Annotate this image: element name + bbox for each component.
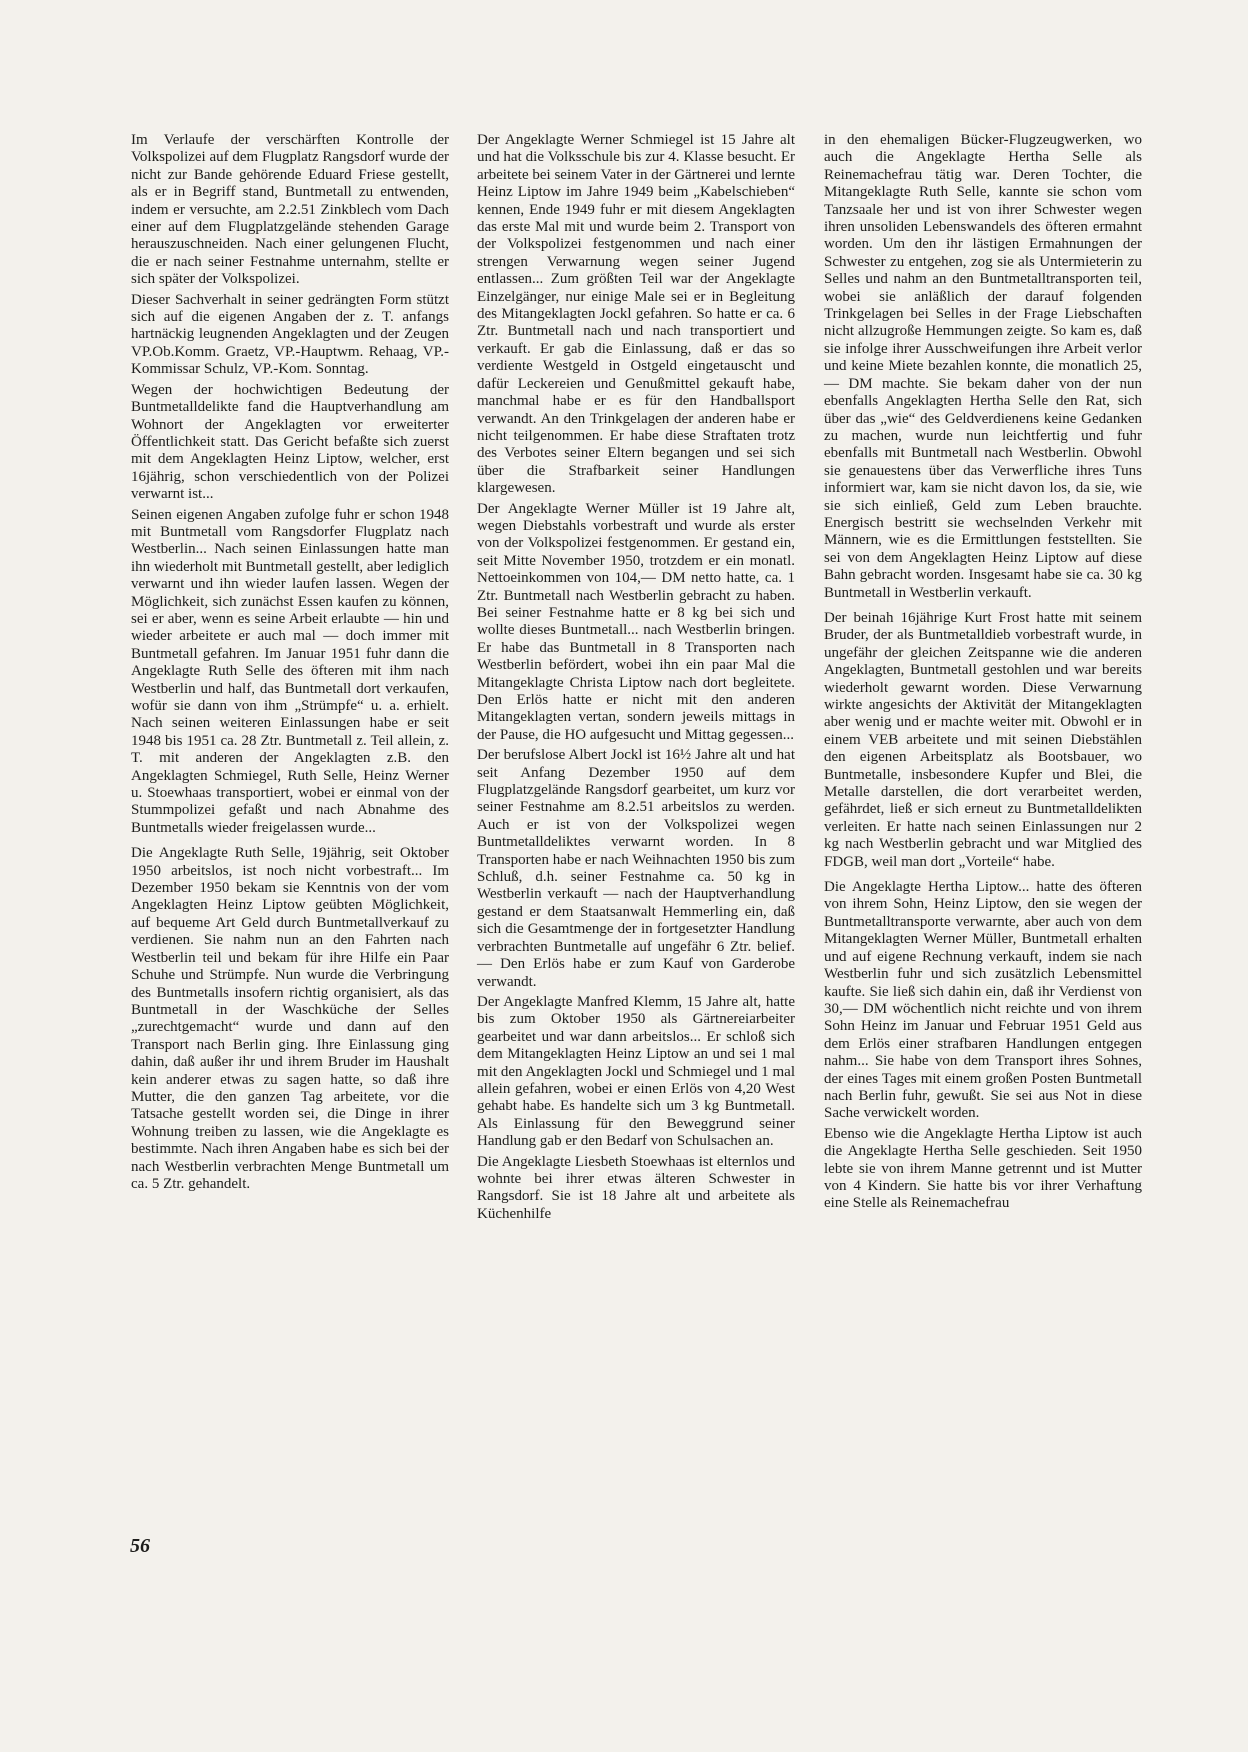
paragraph: in den ehemaligen Bücker-Flugzeugwerken, wo auch die Angeklagte Hertha Selle als Reinemachefrau tätig war. Deren Tochter, die Mitangeklagte Ruth Selle, kannte sie schon vom Tanzsaale her und ist von ihrer Schwester wegen ihren unsoliden Lebenswandels des öfteren ermahnt worden. Um den ihr lästigen Ermahnungen der Schwester zu entgehen, zog sie als Untermieterin zu Selles und nahm an den Buntmetalltransporten teil, wobei sie anläßlich der darauf folgenden Trinkgelagen bei Selles in der Frage Liebschaften nicht allzugroße Hemmungen zeigte. So kam es, daß sie infolge ihrer Ausschweifungen ihre Arbeit verlor und keine Miete bezahlen konnte, die monatlich 25,— DM machte. Sie bekam daher von der nun ebenfalls Angeklagten Hertha Selle den Rat, sich über das „wie“ des Geldverdienens keine Gedanken zu machen, wurde nun leichtfertig und fuhr ebenfalls mit Buntmetall nach Westberlin. Obwohl sie genauestens über das Verwerfliche ihres Tuns informiert war, kam sie nicht davon los, da sie, wie sie sich einließ, Geld zum Leben brauchte. Energisch bestritt sie wechselnden Verkehr mit Männern, wie es die Ermittlungen feststellten. Sie sei von dem Angeklagten Heinz Liptow auf diese Bahn gebracht worden. Insgesamt habe sie ca. 30 kg Buntmetall in Westberlin verkauft. [824,132,1142,601]
paragraph: Die Angeklagte Liesbeth Stoewhaas ist elternlos und wohnte bei ihrer etwas älteren Schwester in Rangsdorf. Sie ist 18 Jahre alt und arbeitete als Küchenhilfe [477,1153,795,1222]
paragraph: Der Angeklagte Werner Müller ist 19 Jahre alt, wegen Diebstahls vorbestraft und wurde als erster von der Volkspolizei festgenommen. Er gestand ein, seit Mitte November 1950, trotzdem er ein monatl. Nettoeinkommen von 104,— DM netto hatte, ca. 1 Ztr. Buntmetall nach Westberlin gebracht zu haben. Bei seiner Festnahme hatte er 8 kg bei sich und wollte dieses Buntmetall... nach Westberlin bringen. Er habe das Buntmetall in 8 Transporten nach Westberlin befördert, wobei ihn ein paar Mal die Mitangeklagte Christa Liptow nach dort begleitete. Den Erlös hatte er nicht mit den anderen Mitangeklagten vertan, sondern jeweils mittags in der Pause, die HO aufgesucht und Mittag gegessen... [477,500,795,743]
text-column-1 [131,132,449,1196]
paragraph: Der berufslose Albert Jockl ist 16½ Jahre alt und hat seit Anfang Dezember 1950 auf dem Flugplatzgelände Rangsdorf gearbeitet, um kurz vor seiner Festnahme am 8.2.51 arbeitslos zu werden. Auch er ist von der Volkspolizei wegen Buntmetalldeliktes verwarnt worden. In 8 Transporten habe er nach Weihnachten 1950 bis zum Schluß, d.h. seiner Festnahme ca. 50 kg in Westberlin verkauft — nach der Hauptverhandlung gestand er dem Staatsanwalt Hemmerling ein, daß sich die Gesamtmenge der in fortgesetzter Handlung verbrachten Buntmetalle auf ungefähr 6 Ztr. belief. — Den Erlös habe er zum Kauf von Garderobe verwandt. [477,747,795,990]
text-column-3 [824,132,1142,1216]
paragraph: Dieser Sachverhalt in seiner gedrängten Form stützt sich auf die eigenen Angaben der z. T. anfangs hartnäckig leugnenden Angeklagten und der Zeugen VP.Ob.Komm. Graetz, VP.-Hauptwm. Rehaag, VP.-Kommissar Schulz, VP.-Kom. Sonntag. [131,291,449,378]
paragraph: Wegen der hochwichtigen Bedeutung der Buntmetalldelikte fand die Hauptverhandlung am Wohnort der Angeklagten vor erweiterter Öffentlichkeit statt. Das Gericht befaßte sich zuerst mit dem Angeklagten Heinz Liptow, welcher, erst 16jährig, schon verschiedentlich von der Polizei verwarnt ist... [131,381,449,503]
paragraph: Ebenso wie die Angeklagte Hertha Liptow ist auch die Angeklagte Hertha Selle geschieden. Seit 1950 lebte sie von ihrem Manne getrennt und ist Mutter von 4 Kindern. Sie hatte bis vor ihrer Verhaftung eine Stelle als Reinemachefrau [824,1125,1142,1212]
paragraph: Der beinah 16jährige Kurt Frost hatte mit seinem Bruder, der als Buntmetalldieb vorbestraft wurde, in ungefähr der gleichen Zeitspanne wie die anderen Angeklagten, Buntmetall gestohlen und war bereits wiederholt gewarnt worden. Diese Verwarnung wirkte angesichts der Aktivität der Mitangeklagten aber wenig und er machte weiter mit. Obwohl er in einem VEB arbeitete und mit seinen Diebstählen den eigenen Arbeitsplatz als Bootsbauer, wo Buntmetalle, insbesondere Kupfer und Blei, die Metalle darstellen, die dort verarbeitet werden, gefährdet, ließ er sich erneut zu Buntmetalldelikten verleiten. Er hatte nach seinen Einlassungen nur 2 kg nach Westberlin gebracht und war Mitglied des FDGB, weil man dort „Vorteile“ habe. [824,609,1142,870]
paragraph: Seinen eigenen Angaben zufolge fuhr er schon 1948 mit Buntmetall vom Rangsdorfer Flugplatz nach Westberlin... Nach seinen Einlassungen hatte man ihn wiederholt mit Buntmetall gestellt, aber lediglich verwarnt und ihn wieder laufen lassen. Wegen der Möglichkeit, sich zunächst Essen kaufen zu können, sei er aber, wenn es seine Arbeit erlaubte — hin und wieder arbeitete er auch mal — doch immer mit Buntmetall gefahren. Im Januar 1951 fuhr dann die Angeklagte Ruth Selle des öfteren mit ihm nach Westberlin und half, das Buntmetall dort verkaufen, wofür sie dann von ihm „Strümpfe“ u. a. erhielt. Nach seinen weiteren Einlassungen habe er seit 1948 bis 1951 ca. 28 Ztr. Buntmetall z. Teil allein, z. T. mit anderen der Angeklagten z.B. den Angeklagten Schmiegel, Ruth Selle, Heinz Werner u. Stoewhaas transportiert, wobei er einmal von der Stummpolizei gefaßt und nach Abnahme des Buntmetalls wieder freigelassen wurde... [131,506,449,836]
page-number: 56 [130,1535,150,1557]
paragraph: Der Angeklagte Manfred Klemm, 15 Jahre alt, hatte bis zum Oktober 1950 als Gärtnereiarbeiter gearbeitet und war dann arbeitslos... Er schloß sich dem Mitangeklagten Heinz Liptow an und sei 1 mal mit den Angeklagten Jockl und Schmiegel und 1 mal allein gefahren, wobei er einen Erlös von 4,20 West gehabt habe. Es handelte sich um 3 kg Buntmetall. Als Einlassung für den Beweggrund seiner Handlung gab er den Bedarf von Schulsachen an. [477,993,795,1150]
paragraph: Im Verlaufe der verschärften Kontrolle der Volkspolizei auf dem Flugplatz Rangsdorf wurde der nicht zur Bande gehörende Eduard Friese gestellt, als er in Begriff stand, Buntmetall zu entwenden, indem er versuchte, am 2.2.51 Zinkblech vom Dach einer auf dem Flugplatzgelände stehenden Garage herauszuschneiden. Nach einer gelungenen Flucht, die er nach seiner Festnahme unternahm, stellte er sich später der Volkspolizei. [131,132,449,288]
text-column-2 [477,132,795,1226]
paragraph: Die Angeklagte Ruth Selle, 19jährig, seit Oktober 1950 arbeitslos, ist noch nicht vorbestraft... Im Dezember 1950 bekam sie Kenntnis von der vom Angeklagten Heinz Liptow geübten Möglichkeit, auf bequeme Art Geld durch Buntmetallverkauf zu verdienen. Sie nahm nun an den Fahrten nach Westberlin teil und bekam für ihre Hilfe ein Paar Schuhe und Strümpfe. Nun wurde die Verbringung des Buntmetalls insofern richtig organisiert, als das Buntmetall in der Waschküche der Selles „zurechtgemacht“ wurde und dann auf den Transport nach Berlin ging. Ihre Einlassung ging dahin, daß außer ihr und ihrem Bruder im Haushalt kein anderer etwas zu sagen hatte, so daß ihre Mutter, die den ganzen Tag arbeitete, vor die Tatsache gestellt worden sei, die Dinge in ihrer Wohnung treiben zu lassen, wie die Angeklagte es bestimmte. Nach ihren Angaben habe es sich bei der nach Westberlin verbrachten Menge Buntmetall um ca. 5 Ztr. gehandelt. [131,845,449,1192]
paragraph: Die Angeklagte Hertha Liptow... hatte des öfteren von ihrem Sohn, Heinz Liptow, den sie wegen der Buntmetalltransporte verwarnte, aber auch von dem Mitangeklagten Werner Müller, Buntmetall erhalten und auf eigene Rechnung verkauft, indem sie nach Westberlin fuhr und sich zusätzlich Lebensmittel kaufte. Sie ließ sich dahin ein, daß ihr Verdienst von 30,— DM wöchentlich nicht reichte und von ihrem Sohn Heinz im Januar und Februar 1951 Geld aus dem Erlös einer strafbaren Handlungen entgegen nahm... Sie habe von dem Transport ihres Sohnes, der eines Tages mit einem großen Posten Buntmetall nach Berlin fuhr, gewußt. Sie sei aus Not in diese Sache verwickelt worden. [824,879,1142,1122]
paragraph: Der Angeklagte Werner Schmiegel ist 15 Jahre alt und hat die Volksschule bis zur 4. Klasse besucht. Er arbeitete bei seinem Vater in der Gärtnerei und lernte Heinz Liptow im Jahre 1949 beim „Kabelschieben“ kennen, Ende 1949 fuhr er mit diesem Angeklagten das erste Mal mit und wurde beim 2. Transport von der Volkspolizei festgenommen und nach einer strengen Verwarnung wegen seiner Jugend entlassen... Zum größten Teil war der Angeklagte Einzelgänger, nur einige Male sei er in Begleitung des Mitangeklagten Jockl gefahren. So hatte er ca. 6 Ztr. Buntmetall nach und nach transportiert und verkauft. Er gab die Einlassung, daß er das so verdiente Westgeld in Ostgeld eingetauscht und dafür Leckereien und Genußmittel gekauft habe, manchmal habe er es für den Handballsport verwandt. An den Trinkgelagen der anderen habe er nicht teilgenommen. Er habe diese Straftaten trotz des Verbotes seiner Eltern begangen und sei sich über die Strafbarkeit seiner Handlungen klargewesen. [477,132,795,497]
